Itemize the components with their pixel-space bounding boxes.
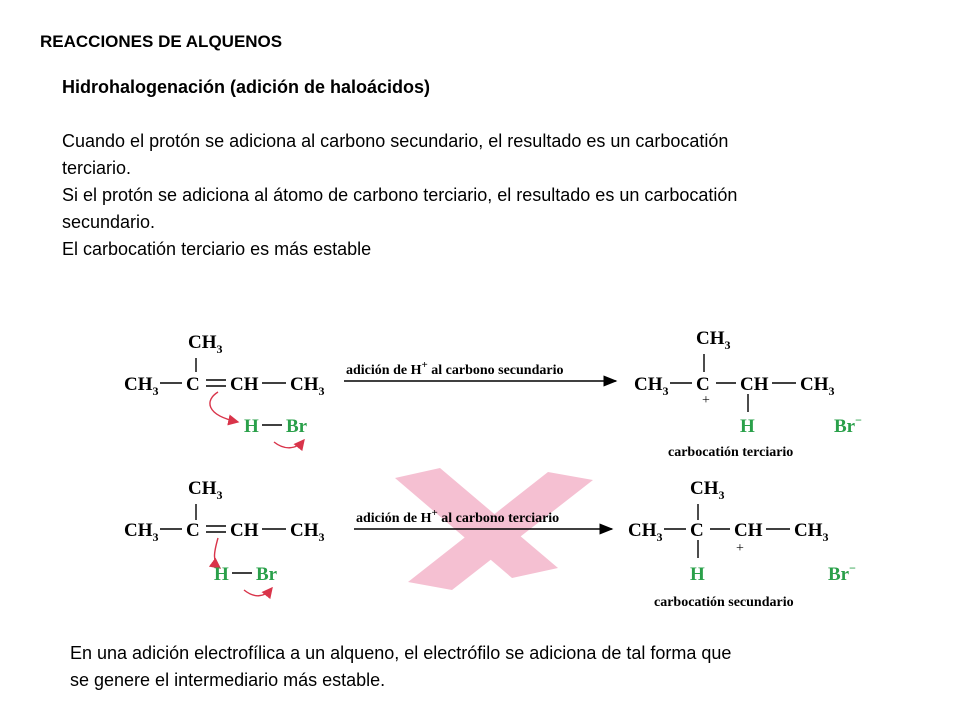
paragraph-line: Cuando el protón se adiciona al carbono secundario, el resultado es un carbocatión: [62, 131, 729, 151]
section-subtitle: Hidrohalogenación (adición de haloácidos): [62, 77, 431, 97]
svg-text:CH3: $CH_3$: [696, 328, 731, 352]
svg-text:CH: CH: [734, 520, 763, 541]
svg-text:CH3: $CH_3$: [628, 520, 663, 544]
reactant-2: [124, 478, 325, 596]
reactant-1: [124, 332, 325, 448]
svg-text:CH: CH: [230, 520, 259, 541]
svg-text:Br−: Br−: [834, 413, 862, 437]
svg-text:H: H: [690, 564, 705, 585]
product-1-caption: carbocatión terciario: [668, 445, 794, 460]
product-1: [634, 328, 862, 460]
svg-text:H: H: [214, 564, 229, 585]
svg-text:CH3: $CH_3$: [290, 374, 325, 398]
svg-text:Br: Br: [286, 416, 308, 437]
svg-text:CH3: $CH_3$: [800, 374, 835, 398]
svg-text:CH3: $CH_3$: [794, 520, 829, 544]
ch3-top: $CH_3$: [188, 332, 223, 356]
reaction-arrow-2: [354, 507, 612, 529]
explanation-paragraph: [62, 128, 922, 263]
svg-text:H: H: [244, 416, 259, 437]
paragraph-line: secundario.: [62, 212, 156, 232]
paragraph-line: terciario.: [62, 158, 132, 178]
svg-text:C: C: [696, 374, 710, 395]
paragraph-line: Si el protón se adiciona al átomo de carbono terciario, el resultado es un carbocatión: [62, 185, 738, 205]
paragraph-line: El carbocatión terciario es más estable: [62, 239, 372, 259]
svg-text:C: C: [186, 374, 200, 395]
svg-text:C: C: [690, 520, 704, 541]
svg-text:C: C: [186, 520, 200, 541]
svg-text:CH3: $CH_3$: [634, 374, 669, 398]
svg-text:+: +: [736, 541, 744, 556]
footer-line: En una adición electrofílica a un alqueno, el electrófilo se adiciona de tal forma que: [70, 643, 732, 663]
svg-text:CH: CH: [230, 374, 259, 395]
page-title: REACCIONES DE ALQUENOS: [40, 32, 283, 51]
svg-text:H: H: [740, 416, 755, 437]
footer-line: se genere el intermediario más estable.: [70, 670, 386, 690]
reaction-arrow-1: [344, 359, 616, 381]
svg-text:Br: Br: [256, 564, 278, 585]
product-2: [628, 478, 856, 610]
svg-text:Br−: Br−: [828, 561, 856, 585]
svg-text:CH3: $CH_3$: [124, 374, 159, 398]
svg-text:CH3: $CH_3$: [188, 478, 223, 502]
svg-text:CH3: $CH_3$: [690, 478, 725, 502]
svg-text:adición de H+ al carbono terci: adición de H+ al carbono terciario: [356, 507, 560, 526]
reaction-scheme: [0, 300, 960, 620]
product-2-caption: carbocatión secundario: [654, 595, 794, 610]
svg-text:+: +: [702, 393, 710, 408]
svg-text:CH: CH: [740, 374, 769, 395]
svg-text:adición de H+ al carbono secun: adición de H+ al carbono secundario: [346, 359, 564, 378]
svg-text:CH3: $CH_3$: [290, 520, 325, 544]
conclusion-paragraph: [70, 640, 930, 694]
svg-text:CH3: $CH_3$: [124, 520, 159, 544]
